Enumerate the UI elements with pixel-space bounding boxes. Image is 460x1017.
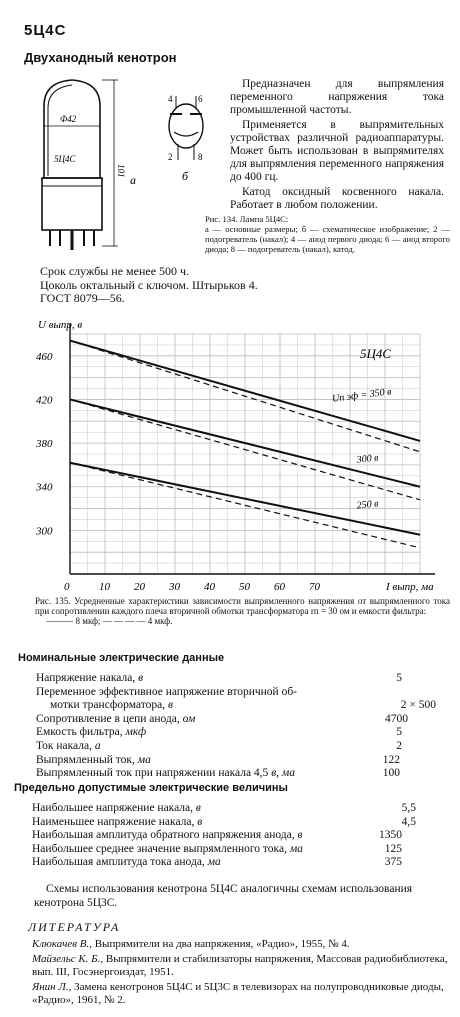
diameter-label: Ф42 [60,114,77,124]
param-value: 125 [384,842,402,855]
x-tick-label: 70 [309,581,320,593]
chart-title: 5Ц4С [360,346,392,361]
param-label: Наибольшая амплитуда обратного напряжения анода, [32,829,298,842]
param-unit: ма [289,842,303,855]
param-unit: в [297,829,303,842]
legend-dashed-line: — — — — [102,616,148,627]
literature-item [32,938,450,951]
legend-dashed-label: 4 мкф. [147,616,173,627]
param-row: мотки трансформатора, в 2 × 500 [50,699,436,712]
legend-solid-line: ——— [35,616,76,627]
figure-134-caption-text: а — основные размеры; б — схематическое изображение; 2 — подогреватель (накал); 4 — анод первого диода; 6 — анод второго диода; 8 — подогреватель (накал), катод. [205,224,450,254]
param-row [36,740,442,754]
nominal-heading: Номинальные электрические данные [18,652,225,664]
param-label: Ток накала, [36,739,95,752]
curve-label: Uп эф = 350 в [331,386,393,405]
literature-item [32,953,450,979]
y-tick-label: 420 [36,394,53,407]
y-tick-label: 380 [36,438,53,451]
schematic-envelope [169,104,203,148]
description [230,78,444,214]
param-row [32,829,442,843]
param-row [32,843,442,857]
y-axis-label: U выпр, в [38,319,83,331]
literature-text: Выпрямители на два напряжения, «Радио», 1955, № 4. [91,938,350,950]
param-label: Выпрямленный ток, [36,753,138,766]
chart-grid [70,324,435,574]
param-value: 1350 [379,829,402,842]
figure-134-caption [205,214,450,254]
param-unit: в, ма [271,767,296,780]
param-row [32,856,442,870]
x-tick-label: 50 [239,581,250,593]
tube-label: 5Ц4С [54,154,76,164]
x-tick-label: 0 [64,581,70,593]
literature-text: Выпрямители и стабилизаторы напряжения, Массовая радиобиблиотека, вып. III, Госэнергоиздат, 1951. [32,953,448,978]
param-row [36,726,442,740]
param-value: 2 × 500 [400,699,436,712]
height-label: 101 [116,164,126,178]
param-label: Напряжение накала, [36,672,139,684]
literature-author: Клюкачев В., [32,938,92,950]
figure-135-caption [35,596,450,627]
page-subtitle: Двуханодный кенотрон [24,50,177,65]
chart-ticks [35,351,321,593]
param-value: 100 [382,767,400,780]
param-unit: мкф [125,726,147,739]
param-label: Наибольшее среднее значение выпрямленного тока, [32,842,290,855]
x-tick-label: 60 [274,581,285,593]
param-label: Емкость фильтра, [36,726,126,739]
y-tick-label: 300 [36,525,53,538]
pin-number: 2 [168,152,173,162]
legend-solid-label: 8 мкф; [75,616,101,627]
figure-b-label: б [182,169,189,183]
literature-heading: ЛИТЕРАТУРА [28,920,121,934]
base-type: Цоколь октальный с ключом. Штырьков 4. [40,277,258,292]
param-value: 5 [396,672,402,684]
limits-table [32,802,442,870]
param-label: Выпрямленный ток при напряжении накала 4,5 [36,767,272,780]
pin-number: 6 [198,94,203,104]
param-unit: в [167,699,173,712]
pin-number: 8 [198,152,203,162]
x-tick-label: 40 [204,581,215,593]
param-row [32,816,442,830]
param-row [36,754,442,768]
literature-item [32,981,450,1007]
param-value: 5 [396,726,402,739]
param-value: 5,5 [401,802,416,814]
gost-standard: ГОСТ 8079—56. [40,291,125,305]
usage-note: Схемы использования кенотрона 5Ц4С аналогичны схемам использования кенотрона 5Ц3С. [34,883,413,909]
x-tick-label: 20 [134,581,145,593]
figure-135-caption-text: Рис. 135. Усредненные характеристики зависимости выпрямленного напряжения от выпрямленного тока при сопротивлении каждого плеча вторичной обмотки трансформатора rп = 30 ом и емкости фильтра: [35,596,450,617]
curve-label: 250 в [356,498,380,512]
param-row [36,672,442,686]
literature-author: Майзельс К. Б., [32,953,104,965]
tube-drawing [14,68,214,258]
y-tick-label: 460 [36,350,53,363]
nominal-table [36,672,442,781]
param-row [36,713,442,727]
param-value: 4700 [385,712,408,725]
figure-a-label: а [130,173,136,187]
param-unit: ма [137,753,151,766]
param-value: 2 [396,739,402,752]
curve-label: 300 в [356,452,380,466]
page-title: 5Ц4С [24,22,67,39]
param-row [36,767,442,781]
x-axis-label: I выпр, ма [386,581,434,593]
param-label: Наименьшее напряжение накала, [32,815,198,828]
param-unit: в [197,815,203,828]
param-label: Наибольшая амплитуда тока анода, [32,856,208,869]
x-tick-label: 30 [169,581,180,593]
param-row: Переменное эффективное напряжение вторичной об- [36,685,298,698]
description-paragraph: Применяется в выпрямительных устройствах различной радиоаппаратуры. Может быть использован в выпрямителях для выпрямления переменного напряжения до 400 гц. [230,119,444,183]
pin-number: 4 [168,94,173,104]
description-paragraph: Предназначен для выпрямления переменного напряжения тока промышленной частоты. [230,78,444,116]
description-paragraph: Катод оксидный косвенного накала. Работает в любом положении. [230,186,444,211]
literature-list [32,938,450,1009]
limits-heading: Предельно допустимые электрические величины [14,782,288,794]
param-row [32,802,442,816]
service-life: Срок службы не менее 500 ч. [40,264,190,278]
param-unit: ом [182,712,196,725]
param-value: 4,5 [401,815,416,828]
literature-author: Янин Л., [32,981,72,993]
figure-134-caption-title: Рис. 134. Лампа 5Ц4С: [205,214,289,224]
param-unit: в [138,672,144,684]
x-tick-label: 10 [99,581,110,593]
heater-cathode [174,132,198,136]
param-unit: ма [207,856,221,869]
param-label: Наибольшее напряжение накала, [32,802,196,814]
literature-text: Замена кенотронов 5Ц4С и 5Ц3С в телевизорах на полупроводниковые диоды, «Радио», 1961, № 2. [32,981,444,1006]
info-block [40,265,258,306]
param-unit: а [94,739,101,752]
chart [10,312,450,597]
param-label: Сопротивление в цепи анода, [36,712,183,725]
param-value: 122 [382,753,400,766]
param-unit: в [195,802,201,814]
y-tick-label: 340 [36,481,53,494]
param-value: 375 [384,856,402,869]
